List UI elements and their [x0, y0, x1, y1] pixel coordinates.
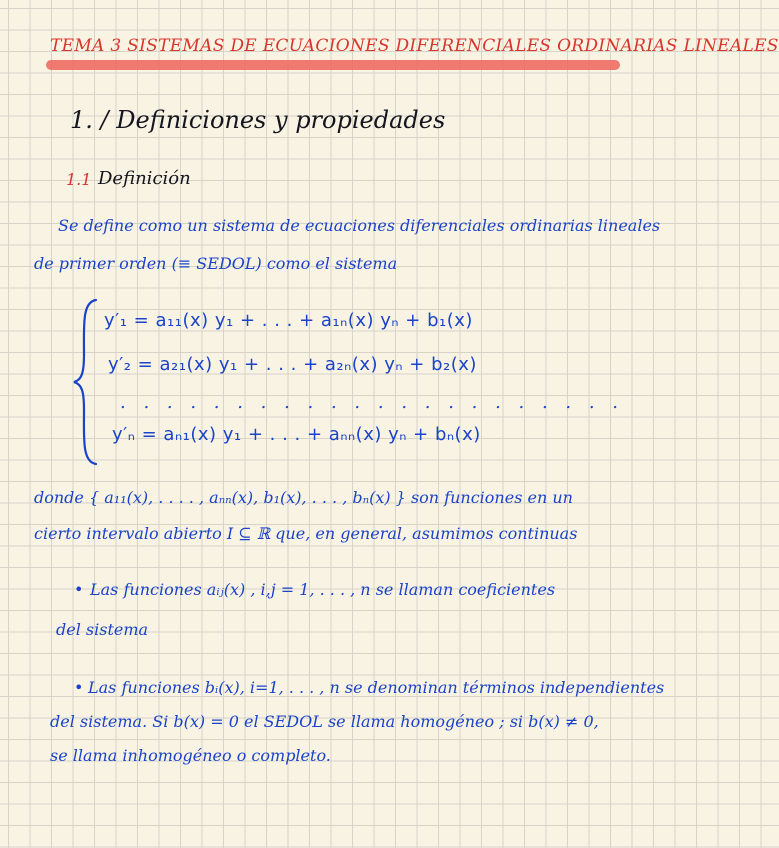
bullet-2-line-2: del sistema. Si b(x) = 0 el SEDOL se llama homogéneo ; si b(x) ≠ 0,: [50, 712, 599, 731]
system-brace: [70, 296, 102, 468]
where-line-1: donde { a₁₁(x), . . . . , aₙₙ(x), b₁(x), . . . , bₙ(x) } son funciones en un: [34, 488, 573, 507]
system-equation-n: y′ₙ = aₙ₁(x) y₁ + . . . + aₙₙ(x) yₙ + bₙ(x): [112, 424, 481, 445]
bullet-2-line-1: Las funciones bᵢ(x), i=1, . . . , n se denominan términos independientes: [88, 678, 665, 697]
definition-line-2: de primer orden (≡ SEDOL) como el sistema: [34, 254, 398, 273]
where-line-2: cierto intervalo abierto I ⊆ ℝ que, en general, asumimos continuas: [34, 524, 578, 543]
system-equation-2: y′₂ = a₂₁(x) y₁ + . . . + a₂ₙ(x) yₙ + b₂(x): [108, 354, 477, 375]
bullet-1-line-1: Las funciones aᵢⱼ(x) , i,j = 1, . . . , n se llaman coeficientes: [90, 580, 556, 599]
page-title: TEMA 3 SISTEMAS DE ECUACIONES DIFERENCIALES ORDINARIAS LINEALES: [50, 36, 779, 56]
system-equation-1: y′₁ = a₁₁(x) y₁ + . . . + a₁ₙ(x) yₙ + b₁(x): [104, 310, 473, 331]
definition-line-1: Se define como un sistema de ecuaciones diferenciales ordinarias lineales: [58, 216, 661, 235]
bullet-dot: •: [74, 580, 84, 599]
bullet-2-line-3: se llama inhomogéneo o completo.: [50, 746, 331, 765]
section-heading: 1. / Definiciones y propiedades: [70, 106, 446, 134]
subsection-number: 1.1: [66, 170, 92, 189]
system-ellipsis-row: . . . . . . . . . . . . . . . . . . . . . .: [120, 392, 625, 413]
bullet-1-line-2: del sistema: [56, 620, 149, 639]
title-highlight: [46, 60, 620, 70]
bullet-dot: •: [74, 678, 84, 697]
subsection-title: Definición: [98, 168, 191, 189]
